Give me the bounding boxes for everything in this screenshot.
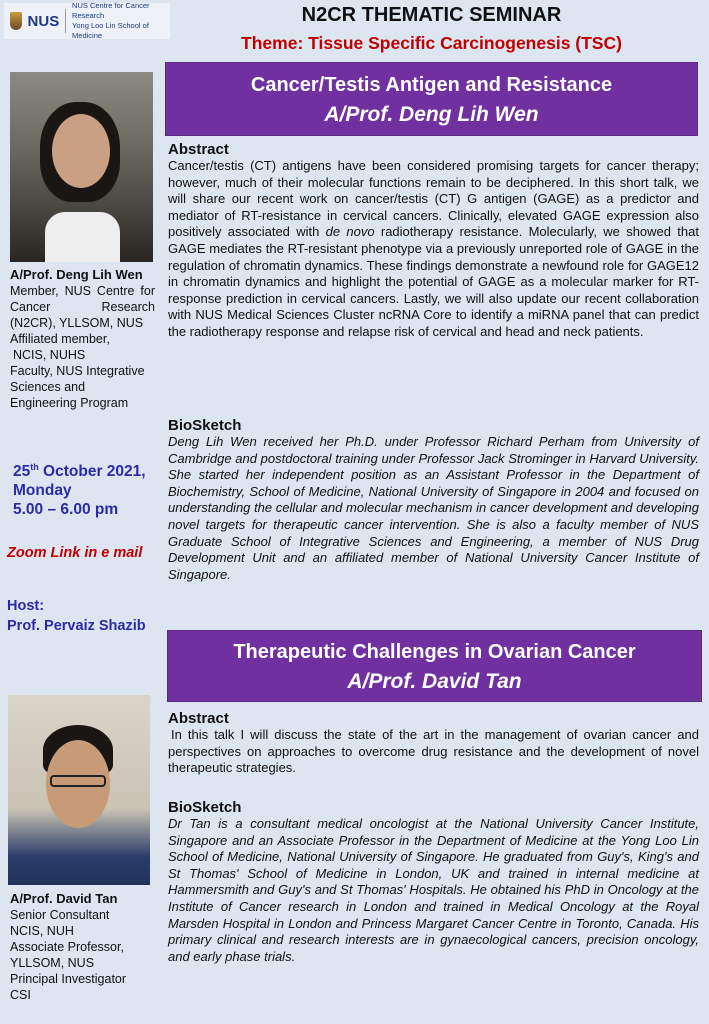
talk1-abstract-heading: Abstract [168,141,229,158]
speaker1-photo [10,72,153,262]
speaker1-affil-1: Affiliated member, [10,332,110,346]
speaker2-photo [8,695,150,885]
talk1-biosketch [168,417,699,583]
speaker2-affil-0: Senior Consultant [10,908,110,922]
talk1-abstract-text [168,158,699,341]
talk1-bio-text: Deng Lih Wen received her Ph.D. under Professor Richard Perham from University of Cambridge and postdoctoral training under Professor Jack Strominger in Harvard University. She started her independent position as an Assistant Professor in the Department of Biochemistry, School of Medicine, National University of Singapore in 2004 and focused on understanding the cellular and molecular mechanism in cancer development and developing novel targets for therapeutic cancer intervention. She is also a faculty member of NUS Graduate School of Integrative Sciences and Engineering, a member of NUS Drug Development Unit and an affiliated member of National University Cancer Institute of Singapore. [168,434,699,582]
talk1-title: Cancer/Testis Antigen and Resistance [250,74,613,96]
logo-line1: NUS Centre for Cancer Research [72,1,150,20]
talk2-abstract-heading: Abstract [168,710,229,727]
talk1-abstract [168,141,699,341]
talk1-speaker: A/Prof. Deng Lih Wen [324,103,539,126]
date-suffix: th [30,462,39,472]
abstract-part: radiotherapy resistance. Molecularly, we showed that GAGE mediates the RT-resistant phenotype via a previously unreported role of GAGE in the regulation of chromatin dynamics. These findings demonstrate a newfound role for GAGE12 in chromatin dynamics and highlight the potential of GAGE as a molecular marker for RT-response prediction in cervical cancers. Lastly, we will also update our recent collaboration with NUS Medical Sciences Cluster ncRNA Core to identify a miRNA panel that can predict the radiotherapy response and relapse risk of cervical and head and neck patients. [168,224,699,339]
date-weekday: Monday [13,482,72,500]
talk2-biosketch [168,799,699,965]
talk2-bio-text: Dr Tan is a consultant medical oncologist at the National University Cancer Institute, Singapore and an Associate Professor in the Department of Medicine at the Yong Loo Lin School of Medicine, National University of Singapore. He graduated from Guy's, King's and St Thomas' School of Medicine in London, UK and trained in internal medicine at Hammersmith and Guy's and St Thomas' Hospitals. He obtained his PhD in Oncology at the Institute of Cancer research in London and trained in Medical Oncology at the Royal Marsden Hospital in London and Princess Margaret Cancer Centre in Toronto, Canada. His primary clinical and research interests are in gynaecological cancers, precision oncology, and early phase trials. [168,816,699,964]
seminar-theme: Theme: Tissue Specific Carcinogenesis (TSC) [241,33,622,53]
speaker1-affil-3: Faculty, NUS Integrative Sciences and Engineering Program [10,364,145,410]
host-label: Host: [7,598,45,614]
seminar-title: N2CR THEMATIC SEMINAR [301,4,562,26]
talk1-bio-heading: BioSketch [168,417,242,434]
talk2-speaker: A/Prof. David Tan [347,670,522,693]
speaker2-affil-2: Associate Professor, [10,940,124,954]
speaker2-affil-4: Principal Investigator [10,972,127,986]
talk2-banner [167,630,702,702]
speaker1-affil-0: Member, NUS Centre for Cancer Research (N2CR), YLLSOM, NUS [10,284,155,330]
speaker2-affil-1: NCIS, NUH [10,924,74,938]
nus-crest-icon [10,12,22,30]
speaker1-affil-2: NCIS, NUHS [13,348,86,362]
abstract-part: Cancer/testis (CT) antigens have been considered promising targets for cancer therapy; however, much of their molecular functions remain to be deciphered. In this short talk, we will share our recent work on cancer/testis (CT) G antigen (GAGE) as a predictor and mediator of RT-resistance in cervical cancers. Clinically, elevated GAGE expression also positively associated with [168,158,699,240]
logo-brand: NUS [27,12,60,30]
logo-text [72,1,164,41]
event-time: 5.00 – 6.00 pm [13,501,119,519]
speaker2-info [10,891,155,1003]
date-day: 25 [13,463,31,481]
nus-logo [4,3,170,39]
speaker2-name: A/Prof. David Tan [10,891,118,906]
talk2-abstract-text: In this talk I will discuss the state of the art in the management of ovarian cancer and perspectives on approaches to overcome drug resistance and the development of novel therapeutic strategies. [168,727,699,776]
talk2-abstract [168,710,699,777]
abstract-emphasis: de novo [325,224,375,240]
speaker2-affil-3: YLLSOM, NUS [10,956,95,970]
host-name: Prof. Pervaiz Shazib [7,618,146,634]
host-info [7,596,146,636]
zoom-link-note: Zoom Link in e mail [7,545,143,561]
speaker2-affil-5: CSI [10,988,31,1002]
speaker1-name: A/Prof. Deng Lih Wen [10,267,143,282]
event-date [13,458,158,519]
date-rest: October 2021, [38,463,146,481]
logo-divider [65,9,66,33]
talk2-title: Therapeutic Challenges in Ovarian Cancer [233,641,636,663]
talk1-banner [165,62,698,136]
logo-line2: Yong Loo Lin School of Medicine [72,21,149,40]
talk2-bio-heading: BioSketch [168,799,242,816]
speaker1-info [10,267,155,411]
